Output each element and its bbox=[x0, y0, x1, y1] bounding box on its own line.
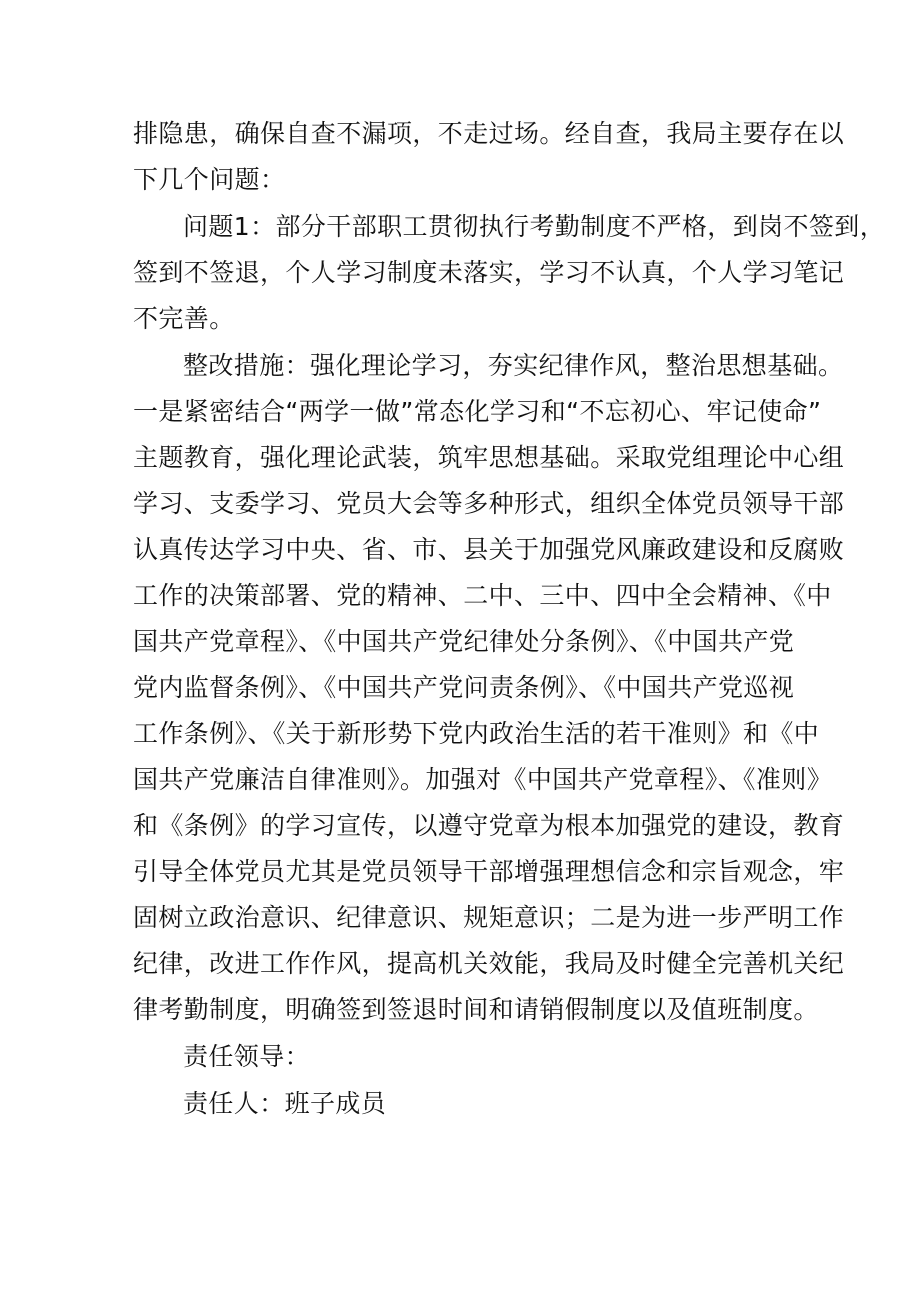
text-line: 工作条例》、《关于新形势下党内政治生活的若干准则》和《中 bbox=[133, 719, 820, 748]
text-line: 下几个问题： bbox=[133, 165, 286, 194]
text-line: 引导全体党员尤其是党员领导干部增强理想信念和宗旨观念，牢 bbox=[133, 857, 845, 886]
text-line: 国共产党章程》、《中国共产党纪律处分条例》、《中国共产党 bbox=[133, 627, 795, 656]
text-line: 主题教育，强化理论武装，筑牢思想基础。采取党组理论中心组 bbox=[133, 443, 845, 472]
text-line: 一是紧密结合“两学一做”常态化学习和“不忘初心、牢记使命” bbox=[133, 397, 822, 426]
responsible-person-line: 责任人：班子成员 bbox=[183, 1089, 387, 1118]
document-body bbox=[133, 111, 886, 1127]
text-line: 律考勤制度，明确签到签退时间和请销假制度以及值班制度。 bbox=[133, 995, 819, 1024]
text-line: 签到不签退，个人学习制度未落实，学习不认真，个人学习笔记 bbox=[133, 258, 845, 287]
text-line: 不完善。 bbox=[133, 304, 235, 333]
text-line: 工作的决策部署、党的精神、二中、三中、四中全会精神、《中 bbox=[133, 581, 832, 610]
text-line: 国共产党廉洁自律准则》。加强对《中国共产党章程》、《准则》 bbox=[133, 765, 833, 794]
text-line: 纪律，改进工作作风，提高机关效能，我局及时健全完善机关纪 bbox=[133, 949, 845, 978]
text-line: 党内监督条例》、《中国共产党问责条例》、《中国共产党巡视 bbox=[133, 673, 795, 702]
text-line: 认真传达学习中央、省、市、县关于加强党风廉政建设和反腐败 bbox=[133, 535, 845, 564]
paragraph-rectification-measures: 整改措施：强化理论学习，夯实纪律作风，整治思想基础。 bbox=[183, 351, 844, 380]
text-line: 固树立政治意识、纪律意识、规矩意识；二是为进一步严明工作 bbox=[133, 903, 845, 932]
responsible-leader-line: 责任领导： bbox=[183, 1042, 311, 1071]
paragraph-problem-1: 问题1：部分干部职工贯彻执行考勤制度不严格，到岗不签到， bbox=[183, 212, 886, 241]
text-line: 排隐患，确保自查不漏项，不走过场。经自查，我局主要存在以 bbox=[133, 119, 845, 148]
text-line: 学习、支委学习、党员大会等多种形式，组织全体党员领导干部 bbox=[133, 489, 845, 518]
text-line: 和《条例》的学习宣传，以遵守党章为根本加强党的建设，教育 bbox=[133, 811, 845, 840]
